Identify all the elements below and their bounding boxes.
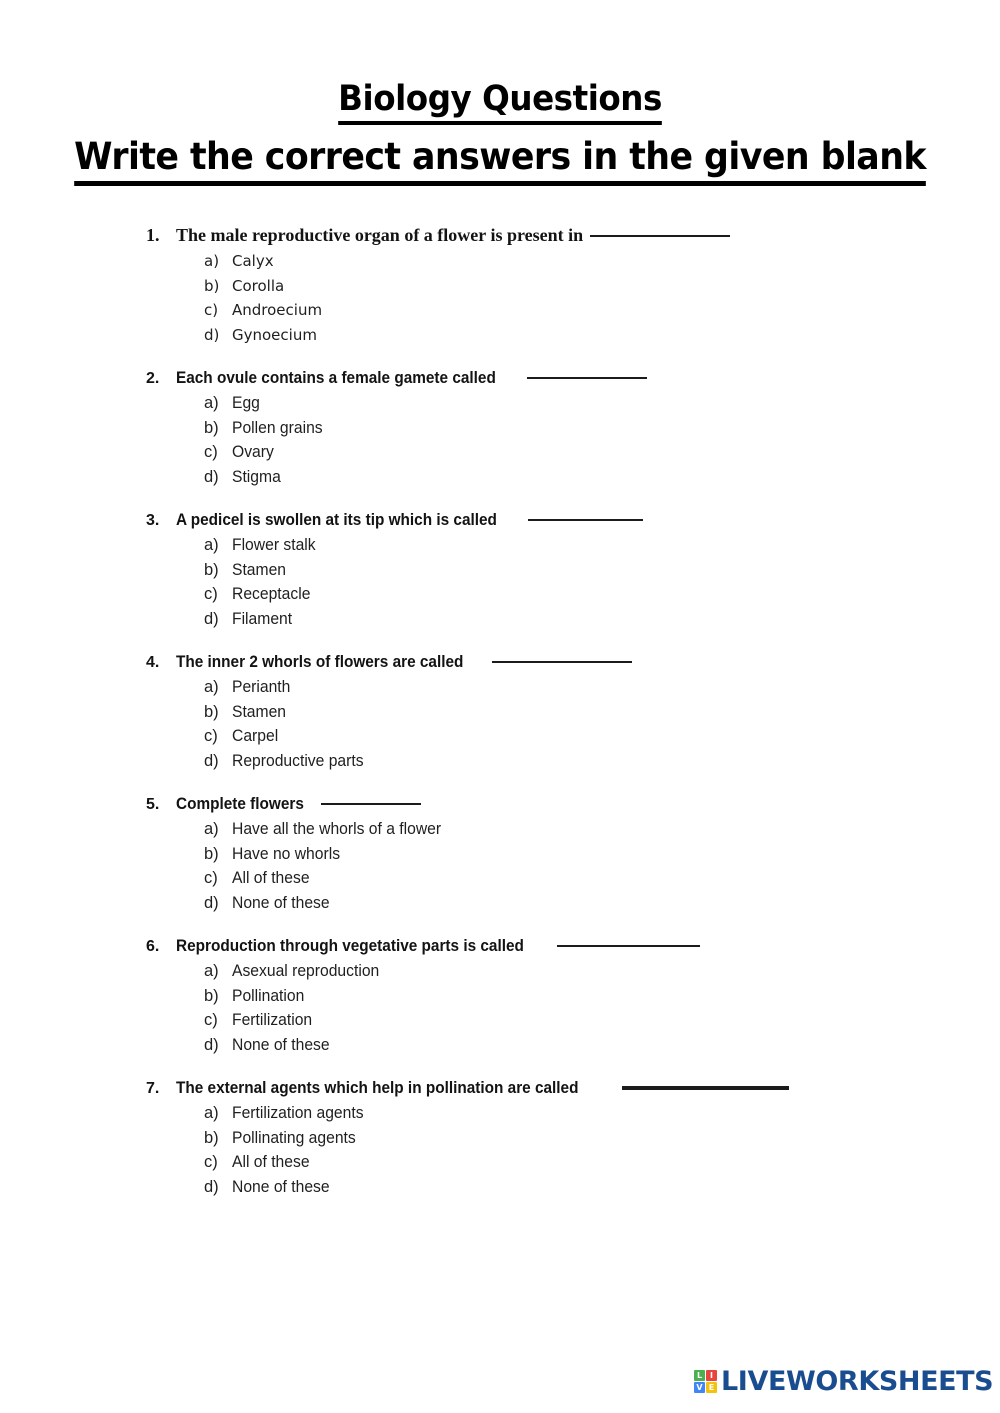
answer-blank[interactable] [492, 660, 632, 663]
question-prompt-row [146, 225, 966, 246]
option-letter: b) [204, 986, 219, 1005]
worksheet-title-block [0, 78, 1000, 178]
question-prompt-row [146, 653, 966, 672]
option-letter: d) [204, 751, 219, 770]
option-item[interactable] [204, 866, 966, 891]
option-text: None of these [232, 1035, 330, 1054]
option-text: Gynoecium [232, 325, 317, 344]
option-item[interactable] [204, 391, 966, 416]
question-text: Reproduction through vegetative parts is called [176, 937, 524, 955]
option-letter: d) [204, 893, 219, 912]
question-block [146, 511, 966, 631]
answer-blank[interactable] [557, 944, 700, 947]
option-letter: a) [204, 252, 220, 270]
option-list [146, 533, 966, 631]
option-item[interactable] [204, 984, 966, 1009]
logo-tiles [694, 1370, 717, 1393]
option-text: None of these [232, 893, 330, 912]
answer-blank[interactable] [321, 802, 421, 805]
logo-tile-i: I [706, 1370, 717, 1381]
option-letter: b) [204, 844, 219, 863]
questions-list [146, 225, 966, 1221]
answer-blank[interactable] [590, 234, 730, 237]
option-item[interactable] [204, 724, 966, 749]
option-letter: a) [204, 394, 219, 412]
option-text: Receptacle [232, 585, 311, 603]
option-item[interactable] [204, 1101, 966, 1126]
question-prompt-row [146, 795, 966, 814]
answer-blank[interactable] [527, 376, 647, 379]
option-item[interactable] [204, 1033, 966, 1058]
option-item[interactable] [204, 1175, 966, 1200]
question-number: 6. [146, 938, 160, 955]
option-text: Filament [232, 609, 293, 628]
option-item[interactable] [204, 249, 966, 274]
option-list [146, 959, 966, 1057]
option-item[interactable] [204, 959, 966, 984]
option-text: Pollinating agents [232, 1128, 356, 1147]
option-item[interactable] [204, 891, 966, 916]
option-text: Ovary [232, 443, 274, 461]
option-item[interactable] [204, 465, 966, 490]
option-letter: b) [204, 702, 219, 721]
question-block [146, 795, 966, 915]
question-number: 4. [146, 654, 160, 671]
logo-wordmark: LIVEWORKSHEETS [721, 1366, 994, 1397]
option-letter: b) [204, 1128, 219, 1147]
option-item[interactable] [204, 675, 966, 700]
question-number: 3. [146, 512, 160, 529]
option-letter: c) [204, 1153, 218, 1171]
option-item[interactable] [204, 274, 966, 299]
question-text-wrap [176, 1079, 789, 1098]
option-text: All of these [232, 1153, 310, 1171]
option-text: Have no whorls [232, 844, 341, 863]
question-text: The male reproductive organ of a flower is present in [176, 225, 584, 245]
question-prompt-row [146, 369, 966, 388]
option-item[interactable] [204, 440, 966, 465]
option-letter: a) [204, 536, 219, 554]
option-item[interactable] [204, 582, 966, 607]
option-letter: a) [204, 962, 219, 980]
option-letter: c) [204, 301, 219, 319]
option-item[interactable] [204, 558, 966, 583]
option-list [146, 249, 966, 347]
option-letter: a) [204, 678, 219, 696]
option-item[interactable] [204, 1150, 966, 1175]
option-letter: c) [204, 869, 218, 887]
option-text: Fertilization [232, 1011, 313, 1029]
option-item[interactable] [204, 749, 966, 774]
option-item[interactable] [204, 416, 966, 441]
answer-blank[interactable] [622, 1085, 789, 1090]
question-prompt-row [146, 937, 966, 956]
question-text: The inner 2 whorls of flowers are called [176, 653, 464, 671]
option-item[interactable] [204, 1008, 966, 1033]
option-letter: b) [204, 276, 220, 295]
option-text: Androecium [232, 301, 323, 319]
page-subtitle-instruction: Write the correct answers in the given blank [74, 134, 926, 186]
question-text: The external agents which help in pollination are called [176, 1079, 579, 1097]
option-letter: c) [204, 1011, 218, 1029]
option-text: Egg [232, 394, 260, 412]
option-item[interactable] [204, 298, 966, 323]
option-letter: c) [204, 585, 218, 603]
question-block [146, 1079, 966, 1199]
option-letter: d) [204, 609, 219, 628]
question-number: 5. [146, 796, 160, 813]
option-text: Stamen [232, 702, 287, 721]
option-letter: d) [204, 1035, 219, 1054]
option-text: Fertilization agents [232, 1104, 364, 1122]
question-number: 1. [146, 225, 160, 245]
option-text: Corolla [232, 276, 285, 295]
question-text-wrap [176, 369, 647, 388]
liveworksheets-logo [694, 1368, 993, 1395]
question-block [146, 225, 966, 347]
question-block [146, 369, 966, 489]
option-item[interactable] [204, 842, 966, 867]
option-list [146, 391, 966, 489]
option-item[interactable] [204, 700, 966, 725]
option-text: Asexual reproduction [232, 962, 380, 980]
option-item[interactable] [204, 607, 966, 632]
option-text: Stamen [232, 560, 287, 579]
option-letter: d) [204, 467, 219, 486]
question-block [146, 653, 966, 773]
logo-tile-v: V [694, 1382, 705, 1393]
answer-blank[interactable] [528, 518, 643, 521]
option-list [146, 1101, 966, 1199]
option-text: Reproductive parts [232, 751, 364, 770]
option-text: Calyx [232, 252, 274, 270]
option-letter: d) [204, 325, 220, 344]
question-text: Complete flowers [176, 795, 304, 813]
option-letter: c) [204, 443, 218, 461]
page-title: Biology Questions [338, 78, 662, 125]
option-item[interactable] [204, 817, 966, 842]
question-block [146, 937, 966, 1057]
option-text: Perianth [232, 678, 291, 696]
option-text: Pollination [232, 986, 305, 1005]
question-text-wrap [176, 511, 643, 530]
question-prompt-row [146, 1079, 966, 1098]
option-item[interactable] [204, 1126, 966, 1151]
question-text-wrap [176, 937, 700, 956]
option-text: Carpel [232, 727, 279, 745]
option-letter: a) [204, 1104, 219, 1122]
option-text: Stigma [232, 467, 281, 486]
option-list [146, 817, 966, 915]
option-letter: b) [204, 418, 219, 437]
question-number: 7. [146, 1080, 160, 1097]
question-prompt-row [146, 511, 966, 530]
option-text: None of these [232, 1177, 330, 1196]
option-item[interactable] [204, 323, 966, 348]
option-letter: a) [204, 820, 219, 838]
option-letter: c) [204, 727, 218, 745]
option-letter: b) [204, 560, 219, 579]
question-text-wrap [176, 795, 421, 814]
question-text: A pedicel is swollen at its tip which is called [176, 511, 497, 529]
option-letter: d) [204, 1177, 219, 1196]
option-text: Have all the whorls of a flower [232, 820, 442, 838]
question-text: Each ovule contains a female gamete called [176, 369, 496, 387]
option-text: Pollen grains [232, 418, 323, 437]
question-text-wrap [176, 653, 632, 672]
logo-tile-e: E [706, 1382, 717, 1393]
option-list [146, 675, 966, 773]
option-text: Flower stalk [232, 536, 316, 554]
option-item[interactable] [204, 533, 966, 558]
question-number: 2. [146, 370, 160, 387]
logo-tile-l: L [694, 1370, 705, 1381]
option-text: All of these [232, 869, 310, 887]
question-text-wrap [176, 225, 730, 246]
